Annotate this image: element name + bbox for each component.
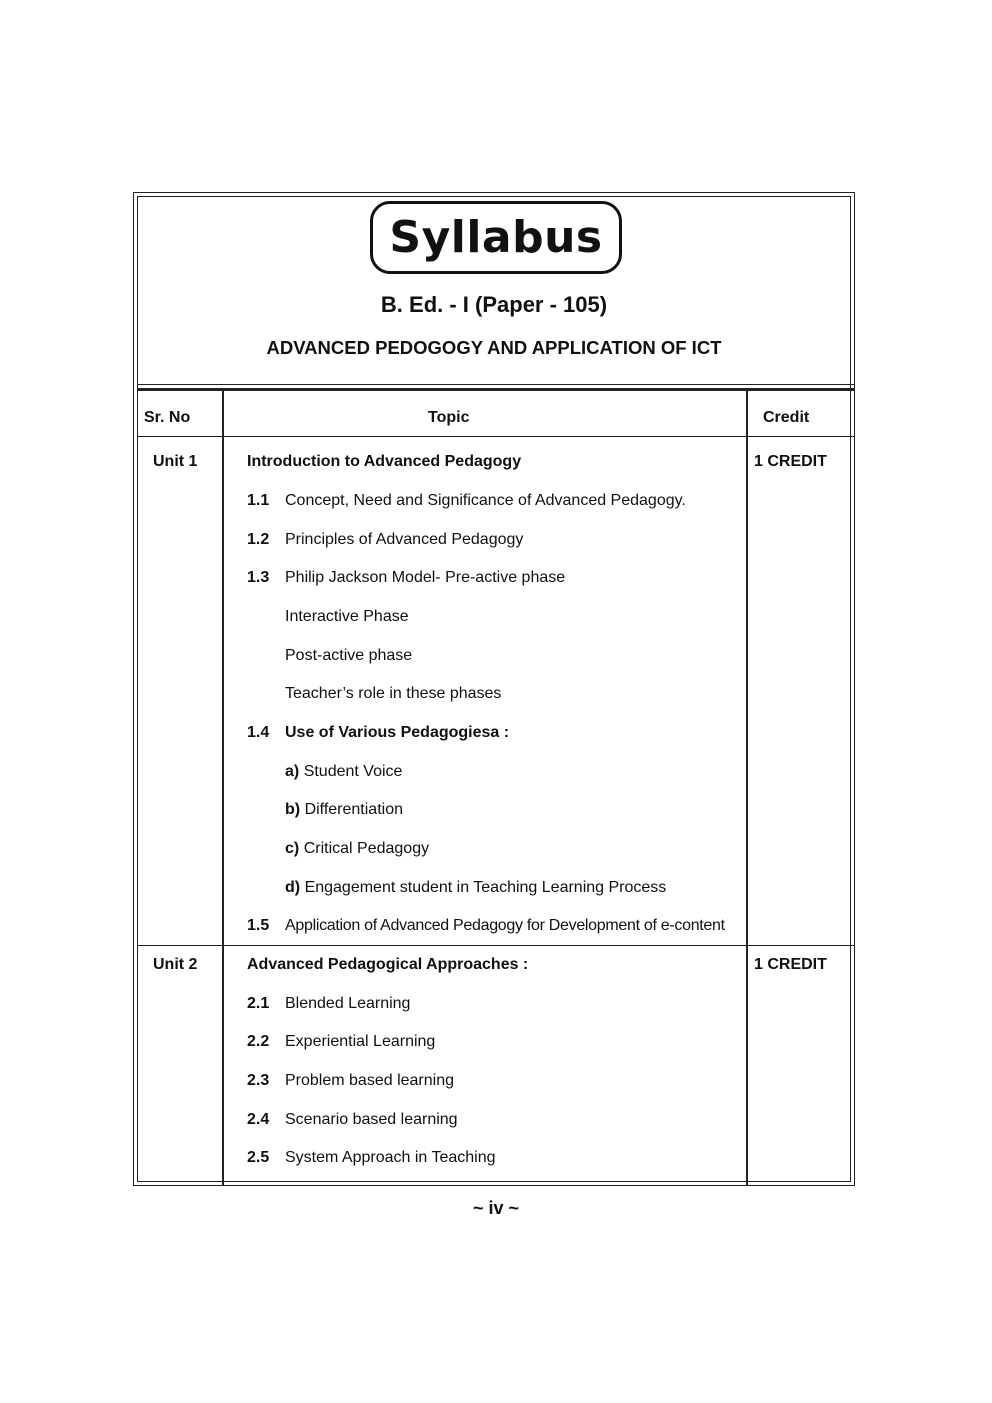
- unit-credit: 1 CREDIT: [754, 956, 827, 973]
- sub-topic: [285, 801, 403, 819]
- column-divider-right: [746, 391, 748, 1185]
- topic-text: Use of Various Pedagogiesa :: [285, 724, 510, 741]
- unit-credit: 1 CREDIT: [754, 453, 827, 470]
- column-divider-left: [222, 391, 224, 1185]
- sub-topic-text: Student Voice: [303, 763, 403, 780]
- topic-text: Principles of Advanced Pedagogy: [285, 531, 524, 548]
- sub-topic: [285, 840, 429, 858]
- column-header-sr-no: Sr. No: [144, 409, 191, 426]
- page-number: ~ iv ~: [472, 1198, 520, 1218]
- topic-number: 1.4: [247, 724, 270, 741]
- topic-number: 1.1: [247, 492, 270, 509]
- topic-number: 1.5: [247, 917, 270, 934]
- page-title: Syllabus: [389, 211, 603, 263]
- topic-text: Application of Advanced Pedagogy for Development of e-content: [285, 917, 725, 934]
- sub-topic-text: Engagement student in Teaching Learning Process: [304, 879, 667, 896]
- topic-text: Philip Jackson Model- Pre-active phase: [285, 569, 566, 586]
- topic-text: Interactive Phase: [285, 608, 409, 625]
- topic-text: Concept, Need and Significance of Advanced Pedagogy.: [285, 492, 686, 509]
- topic-text: Blended Learning: [285, 995, 411, 1012]
- sub-topic-letter: d): [285, 879, 301, 896]
- topic-number: 1.3: [247, 569, 270, 586]
- sub-topic-text: Differentiation: [304, 801, 403, 818]
- topic-number: 2.2: [247, 1033, 270, 1050]
- unit-label: Unit 2: [153, 956, 198, 973]
- unit-title: Introduction to Advanced Pedagogy: [247, 453, 522, 470]
- topic-number: 2.5: [247, 1149, 270, 1166]
- sub-topic: [285, 763, 402, 781]
- paper-title: B. Ed. - I (Paper - 105): [380, 292, 608, 317]
- sub-topic-letter: a): [285, 763, 300, 780]
- unit-label: Unit 1: [153, 453, 198, 470]
- sub-topic-letter: c): [285, 840, 300, 857]
- column-header-topic: Topic: [428, 409, 470, 426]
- topic-text: Experiential Learning: [285, 1033, 436, 1050]
- syllabus-title-box: [370, 201, 622, 274]
- topic-text: Teacher’s role in these phases: [285, 685, 502, 702]
- sub-topic-text: Critical Pedagogy: [303, 840, 430, 857]
- topic-text: Problem based learning: [285, 1072, 454, 1089]
- subject-title: ADVANCED PEDOGOGY AND APPLICATION OF ICT: [266, 337, 722, 358]
- topic-number: 2.3: [247, 1072, 270, 1089]
- topic-text: Scenario based learning: [285, 1111, 458, 1128]
- topic-text: Post-active phase: [285, 647, 413, 664]
- topic-number: 2.1: [247, 995, 270, 1012]
- sub-topic-letter: b): [285, 801, 301, 818]
- unit-title: Advanced Pedagogical Approaches :: [247, 956, 529, 973]
- column-header-credit: Credit: [763, 409, 810, 426]
- topic-number: 2.4: [247, 1111, 270, 1128]
- table-top-rule: [137, 384, 855, 385]
- topic-text: System Approach in Teaching: [285, 1149, 496, 1166]
- topic-number: 1.2: [247, 531, 270, 548]
- sub-topic: [285, 879, 666, 897]
